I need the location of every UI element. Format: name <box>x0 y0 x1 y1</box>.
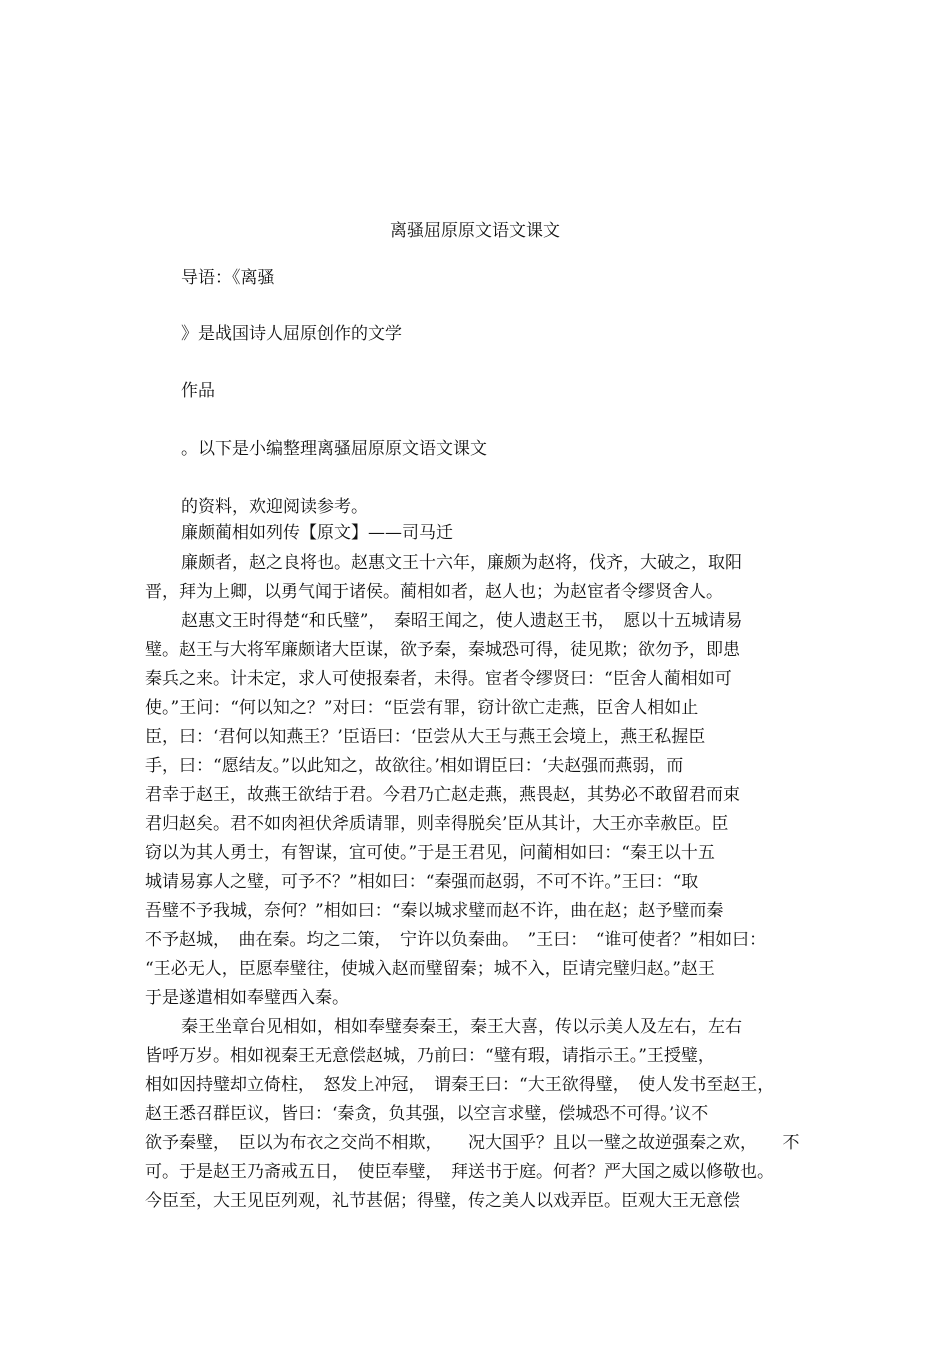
body-line: 君幸于赵王，故燕王欲结于君。今君乃亡赵走燕，燕畏赵，其势必不敢留君而束 <box>145 785 740 805</box>
body-line: 今臣至，大王见臣列观，礼节甚倨；得璧，传之美人以戏弄臣。臣观大王无意偿 <box>145 1191 740 1211</box>
body-line: 城请易寡人之璧，可予不？”相如曰：“秦强而赵弱，不可不许。”王曰：“取 <box>145 872 699 892</box>
body-line: 皆呼万岁。相如视秦王无意偿赵城，乃前曰：“璧有瑕，请指示王。”王授璧， <box>145 1046 715 1066</box>
body-line: 廉颇者，赵之良将也。赵惠文王十六年，廉颇为赵将，伐齐，大破之，取阳 <box>181 553 742 573</box>
body-line: 窃以为其人勇士，有智谋，宜可使。”于是王君见，问蔺相如曰：“秦王以十五 <box>145 843 715 863</box>
body-line: 君归赵矣。君不如肉袒伏斧质请罪，则幸得脱矣’臣从其计，大王亦幸赦臣。臣 <box>145 814 729 834</box>
body-line: 不予赵城， 曲在秦。均之二策， 宁许以负秦曲。 ”王曰： “谁可使者？”相如曰： <box>145 930 767 950</box>
intro-line: 的资料，欢迎阅读参考。 <box>181 497 368 517</box>
intro-line: 》是战国诗人屈原创作的文学 <box>181 324 402 344</box>
body-line: 手，曰：“愿结友。”以此知之，故欲往。’相如谓臣曰：‘夫赵强而燕弱，而 <box>145 756 684 776</box>
document-title: 离骚屈原原文语文课文 <box>390 221 560 241</box>
body-line: 赵王悉召群臣议，皆曰：‘秦贪，负其强，以空言求璧，偿城恐不可得。’议不 <box>145 1104 709 1124</box>
body-line: 可。于是赵王乃斋戒五日， 使臣奉璧， 拜送书于庭。何者？严大国之威以修敬也。 <box>145 1162 774 1182</box>
body-line: 臣，曰：‘君何以知燕王？’臣语曰：‘臣尝从大王与燕王会境上，燕王私握臣 <box>145 727 706 747</box>
body-line: 晋，拜为上卿，以勇气闻于诸侯。蔺相如者，赵人也；为赵宦者令缪贤舍人。 <box>145 582 723 602</box>
intro-line: 作品 <box>181 381 215 401</box>
body-line: 秦兵之来。计未定，求人可使报秦者，未得。宦者令缪贤曰：“臣舍人蔺相如可 <box>145 669 732 689</box>
intro-line: 导语：《离骚 <box>181 268 275 288</box>
body-line: 相如因持璧却立倚柱， 怒发上冲冠， 谓秦王曰：“大王欲得璧， 使人发书至赵王， <box>145 1075 775 1095</box>
body-line: 赵惠文王时得楚“和氏璧”， 秦昭王闻之，使人遗赵王书， 愿以十五城请易 <box>181 611 743 631</box>
intro-line: 。以下是小编整理离骚屈原原文语文课文 <box>181 439 487 459</box>
body-line: 使。”王问：“何以知之？”对曰：“臣尝有罪，窃计欲亡走燕，臣舍人相如止 <box>145 698 699 718</box>
body-line: 吾璧不予我城，奈何？”相如曰：“秦以城求璧而赵不许，曲在赵；赵予璧而秦 <box>145 901 724 921</box>
section-heading: 廉颇蔺相如列传【原文】——司马迁 <box>181 523 453 543</box>
body-line: 秦王坐章台见相如，相如奉璧奏秦王，秦王大喜，传以示美人及左右，左右 <box>181 1017 742 1037</box>
body-line: “王必无人，臣愿奉璧往，使城入赵而璧留秦；城不入，臣请完璧归赵。”赵王 <box>145 959 715 979</box>
body-line: 于是遂遣相如奉璧西入秦。 <box>145 988 349 1008</box>
body-line: 欲予秦璧， 臣以为布衣之交尚不相欺， 况大国乎？且以一璧之故逆强秦之欢， 不 <box>145 1133 800 1153</box>
body-line: 璧。赵王与大将军廉颇诸大臣谋，欲予秦，秦城恐可得，徒见欺；欲勿予，即患 <box>145 640 740 660</box>
